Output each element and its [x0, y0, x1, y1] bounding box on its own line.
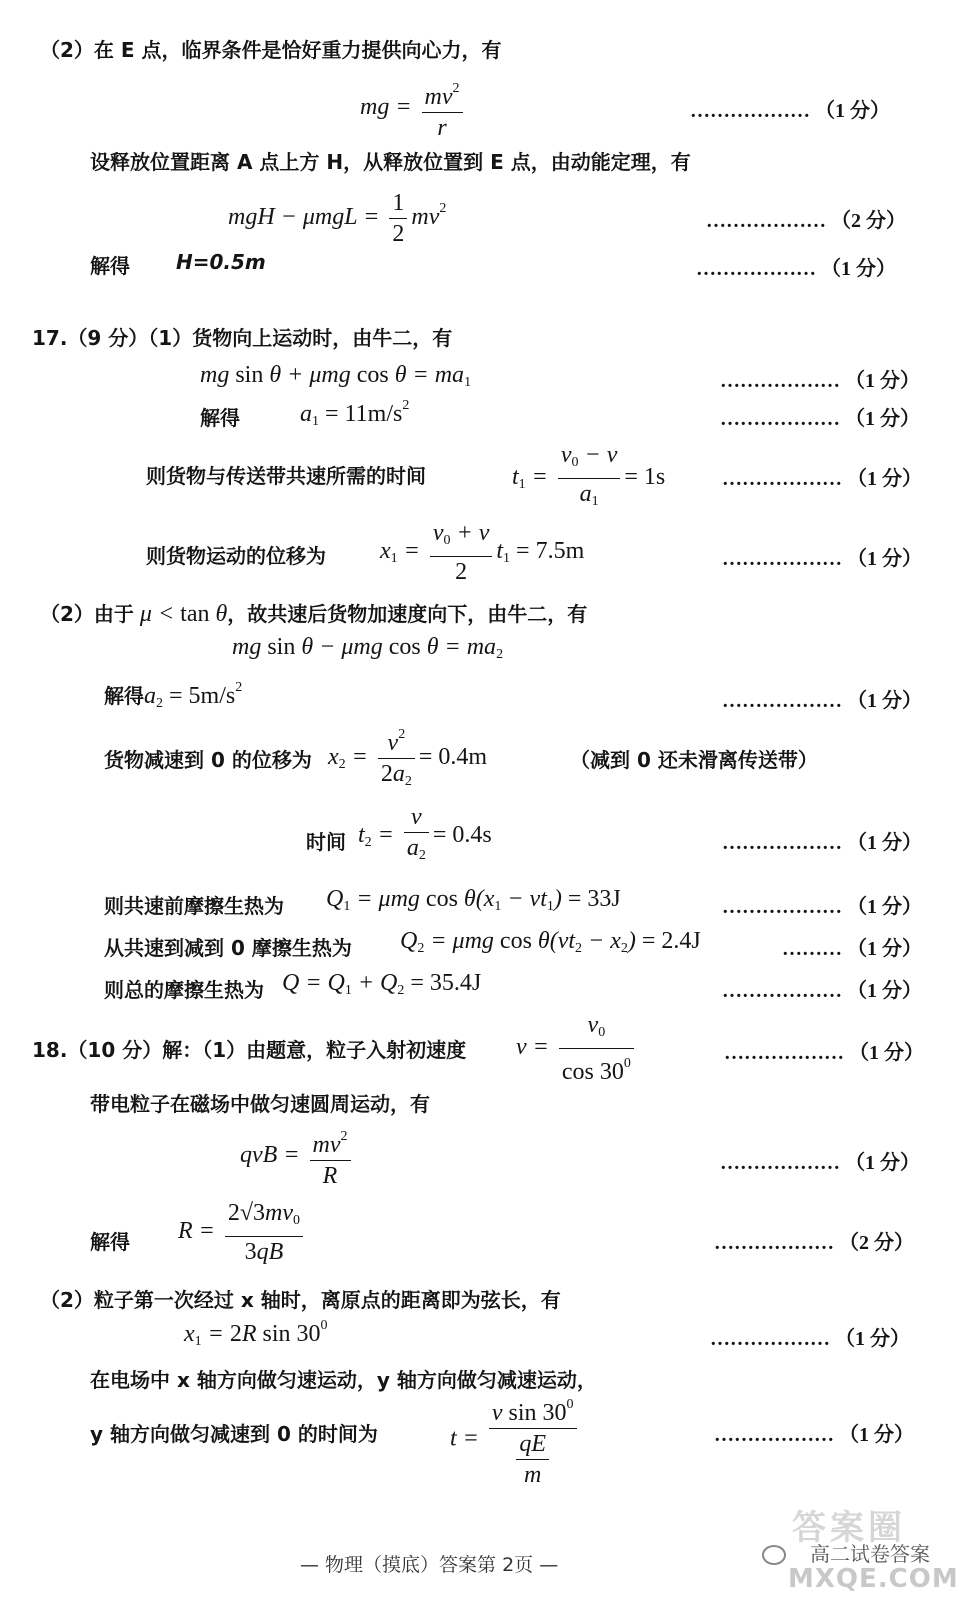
common-speed-time-text: 则货物与传送带共速所需的时间 — [146, 464, 426, 488]
watermark-title: 答案圈 — [792, 1508, 906, 1548]
displacement-text: 则货物运动的位移为 — [146, 544, 326, 568]
score-line: ……………… （1 分） — [720, 1152, 920, 1174]
heat-before-text: 则共速前摩擦生热为 — [104, 894, 284, 918]
score-line: ……………… （1 分） — [722, 896, 922, 918]
eq-initial-velocity: v = $\frac{v_0}{\cos 30^0}$ — [516, 1012, 638, 1085]
q18-heading: 18.（10 分）解：（1）由题意，粒子入射初速度 — [32, 1038, 467, 1062]
q17-heading: 17.（9 分）（1）货物向上运动时，由牛二，有 — [32, 326, 453, 350]
eq-time-t: t = $\frac{v \sin 30^0}{\frac{qE}{m}}$ — [450, 1392, 581, 1488]
eq-x1: $x_1$ = $\frac{v_0 + v}{2}$ $t_1 = 7.5m$ — [380, 520, 585, 585]
score-line: ……………… （2 分） — [714, 1232, 914, 1254]
part2-label: （2）由于 — [40, 602, 134, 626]
solve-a2-row: 解得$a_2 = 5m/s^2$ — [104, 680, 243, 711]
not-leaving-belt-note: （减到 0 还未滑离传送带） — [570, 748, 818, 772]
score-line: ……………… （1 分） — [724, 1042, 924, 1064]
q17-part2-intro: （2）由于 μ < tan θ，故共速后货物加速度向下，由牛二，有 — [40, 601, 588, 627]
eq-chord: $x_1 = 2R$ $\sin 30^0$ — [184, 1318, 328, 1349]
q18-part2-heading: （2）粒子第一次经过 x 轴时，离原点的距离即为弦长，有 — [40, 1288, 561, 1312]
result-H: H=0.5m — [176, 250, 266, 274]
watermark-logo — [780, 1500, 960, 1595]
score-line: ……………… （1 分） — [722, 468, 922, 490]
eq-lorentz: qvB = $\frac{mv^2}{R}$ — [240, 1124, 355, 1189]
decel-displacement-text: 货物减速到 0 的位移为 — [104, 748, 312, 772]
total-heat-text: 则总的摩擦生热为 — [104, 978, 264, 1002]
eq-t1: $t_1$ = $\frac{v_0 - v}{a_1}$ = 1s — [512, 442, 666, 509]
score-line: ……………… （1 分） — [714, 1424, 914, 1446]
solve-label: 解得 — [90, 254, 130, 278]
eq-radius: R = $\frac{2√3mv_0}{3qB}$ — [178, 1200, 307, 1265]
eq-Q-total: $Q = Q_1 + Q_2 = 35.4J$ — [282, 970, 482, 998]
q16-part2-heading: （2）在 E 点，临界条件是恰好重力提供向心力，有 — [40, 38, 502, 62]
eq-centripetal: mg = $\frac{mv^2}{r}$ — [360, 76, 467, 141]
score-line: ……………… （1 分） — [720, 370, 920, 392]
eq-a1: $a_1 = 11m/s^2$ — [300, 398, 410, 429]
score-line: ……………… （1 分） — [710, 1328, 910, 1350]
eq-x2: $x_2$ = $\frac{v^2}{2a_2}$ = 0.4m — [328, 722, 487, 795]
score-line: ……………… （1 分） — [722, 690, 922, 712]
circular-motion-text: 带电粒子在磁场中做匀速圆周运动，有 — [90, 1092, 430, 1116]
eq-newton-down: mg sin θ − μmg $\cos \theta = ma_2$ — [232, 634, 504, 662]
page-footer: — 物理（摸底）答案第 2页 — — [300, 1554, 559, 1576]
eq-t2: $t_2$ = $\frac{v}{a_2}$ = 0.4s — [358, 804, 492, 863]
score-line: ……………… （1 分） — [722, 832, 922, 854]
eq-kinetic-energy: mgH − μmgL = $\frac{1}{2}$ $mv^2$ — [228, 190, 447, 247]
eq-Q1: $Q_1 = \mu mg$ $\cos \theta(x_1 - vt_1) = 33J$ — [326, 886, 621, 914]
heat-after-text: 从共速到减到 0 摩擦生热为 — [104, 936, 352, 960]
part2-condition-text: ，故共速后货物加速度向下，由牛二，有 — [227, 602, 588, 626]
watermark-url: MXQE.COM — [788, 1564, 959, 1594]
score-line: ……… （1 分） — [782, 938, 922, 960]
score-line: ……………… （1 分） — [722, 980, 922, 1002]
electric-field-motion-text: 在电场中 x 轴方向做匀速运动，y 轴方向做匀减速运动， — [90, 1368, 597, 1392]
release-position-text: 设释放位置距离 A 点上方 H，从释放位置到 E 点，由动能定理，有 — [90, 150, 691, 174]
eq-newton-up: mg sin θ + μmg $\cos \theta = ma_1$ — [200, 362, 472, 390]
score-line: ……………… （2 分） — [706, 210, 906, 232]
eq-Q2: $Q_2 = \mu mg$ $\cos \theta(vt_2 - x_2) = 2.4J$ — [400, 928, 701, 956]
solve-label: 解得 — [90, 1230, 130, 1254]
score-line: ……………… （1 分） — [722, 548, 922, 570]
decel-time-text: y 轴方向做匀减速到 0 的时间为 — [90, 1422, 378, 1446]
time-label: 时间 — [306, 830, 346, 854]
score-line: ……………… （1 分） — [720, 408, 920, 430]
score-line: ……………… （1 分） — [696, 258, 896, 280]
solve-label: 解得 — [200, 406, 240, 430]
watermark-subtitle: 高二试卷答案 — [810, 1542, 930, 1566]
score-line: ……………… （1 分） — [690, 100, 890, 122]
solve-label: 解得 — [104, 684, 144, 708]
